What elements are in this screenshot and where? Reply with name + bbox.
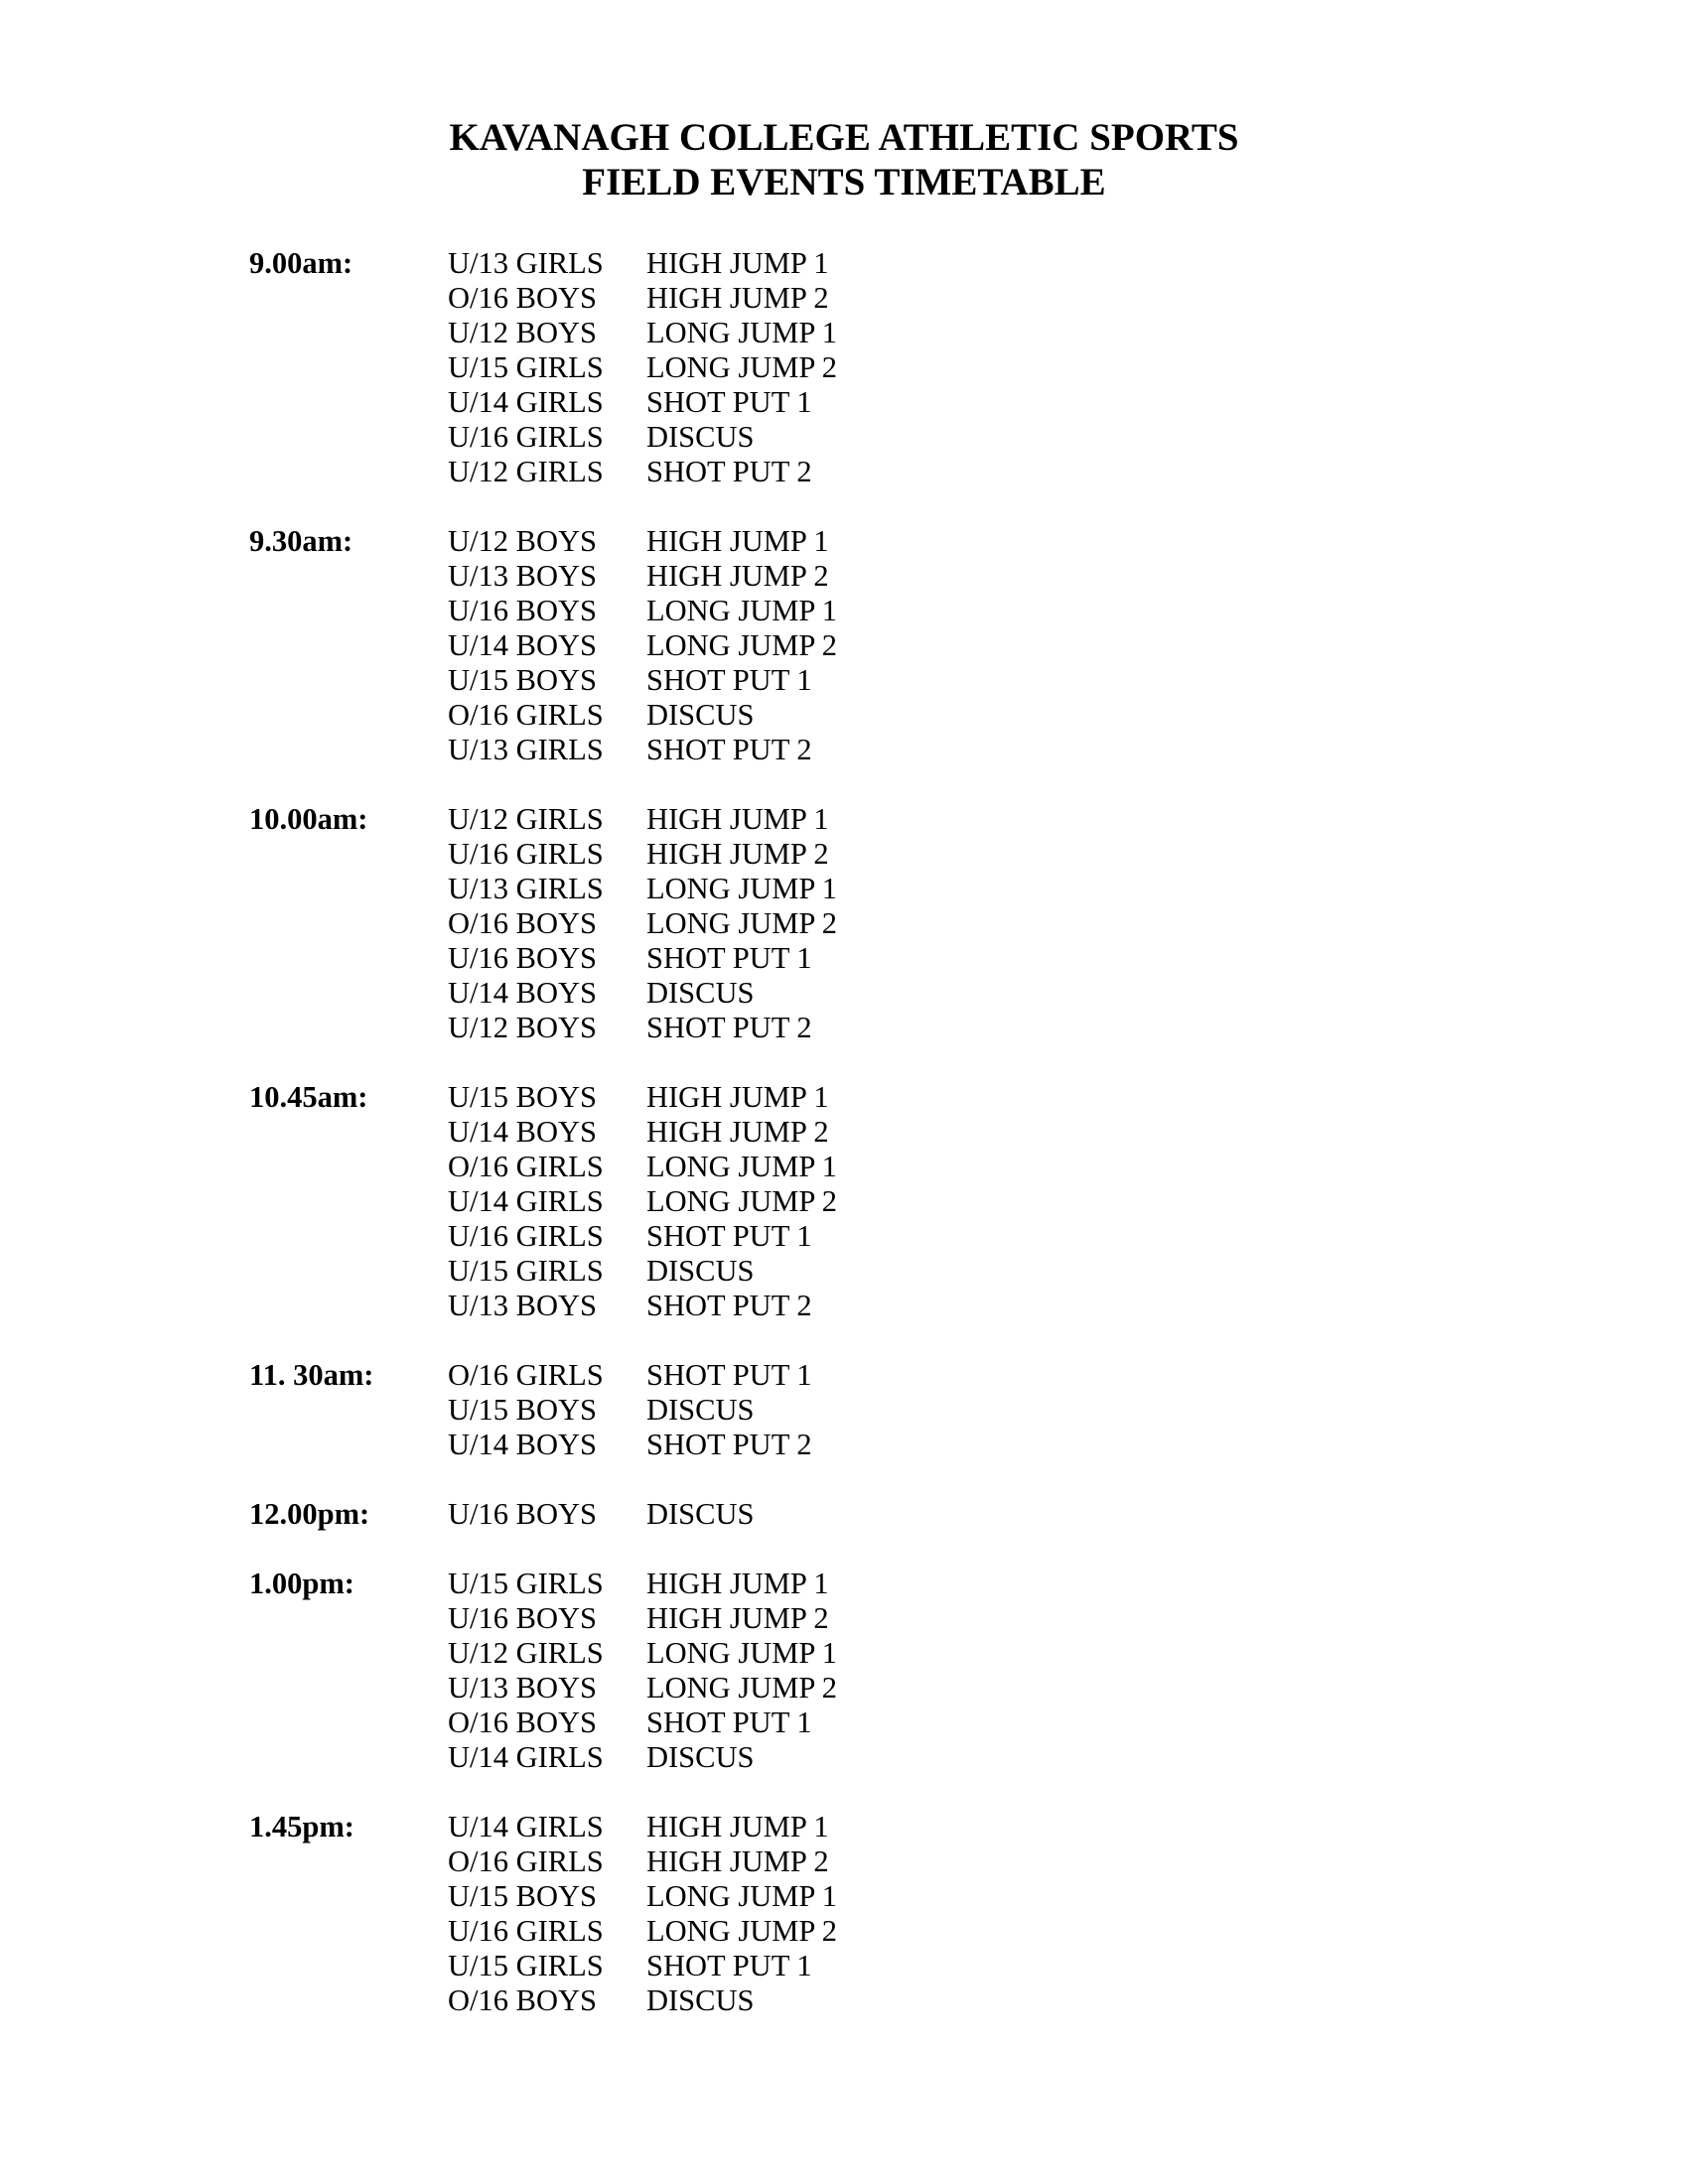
slot-time: 10.45am: <box>249 1080 368 1114</box>
event-name: HIGH JUMP 1 <box>646 524 829 558</box>
event-name: SHOT PUT 2 <box>646 1428 812 1461</box>
time-slot <box>249 1810 837 2018</box>
event-name: HIGH JUMP 1 <box>646 802 829 836</box>
event-name: LONG JUMP 2 <box>646 1184 838 1218</box>
slot-event-list <box>448 802 837 1045</box>
event-age-group: O/16 BOYS <box>448 281 597 315</box>
event-row <box>448 350 837 385</box>
event-name: LONG JUMP 2 <box>646 628 838 662</box>
event-age-group: U/12 BOYS <box>448 524 597 558</box>
event-name: LONG JUMP 2 <box>646 906 838 940</box>
event-age-group: U/14 BOYS <box>448 976 597 1010</box>
event-name: LONG JUMP 1 <box>646 872 838 905</box>
event-name: DISCUS <box>646 1393 755 1427</box>
event-row <box>448 1671 837 1706</box>
event-row <box>448 1115 837 1150</box>
event-name: SHOT PUT 2 <box>646 1289 812 1322</box>
event-name: LONG JUMP 1 <box>646 1879 838 1913</box>
event-name: LONG JUMP 1 <box>646 316 838 349</box>
event-name: SHOT PUT 1 <box>646 385 812 419</box>
slot-event-list <box>448 1810 837 2018</box>
event-row <box>448 1080 837 1115</box>
time-slot <box>249 246 837 489</box>
event-age-group: O/16 GIRLS <box>448 1844 604 1878</box>
event-age-group: U/13 BOYS <box>448 1289 597 1322</box>
event-name: DISCUS <box>646 1497 755 1531</box>
slot-time: 9.30am: <box>249 524 353 558</box>
event-row <box>448 906 837 941</box>
event-row <box>448 1844 837 1879</box>
event-name: LONG JUMP 1 <box>646 594 838 627</box>
event-name: HIGH JUMP 2 <box>646 1844 829 1878</box>
event-row <box>448 1914 837 1949</box>
slot-time: 1.45pm: <box>249 1810 354 1843</box>
event-row <box>448 1428 812 1462</box>
event-row <box>448 1567 837 1601</box>
event-row <box>448 976 837 1011</box>
slot-event-list <box>448 1080 837 1323</box>
event-age-group: U/12 GIRLS <box>448 802 604 836</box>
event-name: HIGH JUMP 2 <box>646 1115 829 1149</box>
event-age-group: U/14 GIRLS <box>448 1740 604 1774</box>
event-name: DISCUS <box>646 698 755 732</box>
slot-event-list <box>448 1497 754 1532</box>
event-row <box>448 837 837 872</box>
slot-event-list <box>448 524 837 767</box>
slot-event-list <box>448 1358 812 1462</box>
title-line-2: FIELD EVENTS TIMETABLE <box>582 161 1106 204</box>
event-row <box>448 420 837 455</box>
event-age-group: U/14 GIRLS <box>448 1810 604 1843</box>
event-name: LONG JUMP 1 <box>646 1636 838 1670</box>
event-age-group: U/14 GIRLS <box>448 385 604 419</box>
slot-time: 12.00pm: <box>249 1497 370 1531</box>
event-row <box>448 1184 837 1219</box>
event-name: HIGH JUMP 1 <box>646 246 829 280</box>
event-age-group: U/16 BOYS <box>448 1601 597 1635</box>
event-age-group: U/13 GIRLS <box>448 733 604 766</box>
event-name: DISCUS <box>646 1254 755 1288</box>
event-row <box>448 872 837 906</box>
slot-time: 10.00am: <box>249 802 368 836</box>
time-slot <box>249 802 837 1045</box>
event-row <box>448 1150 837 1184</box>
event-age-group: O/16 GIRLS <box>448 698 604 732</box>
event-age-group: U/15 BOYS <box>448 1879 597 1913</box>
event-age-group: U/12 GIRLS <box>448 455 604 488</box>
event-age-group: U/16 BOYS <box>448 1497 597 1531</box>
event-name: SHOT PUT 1 <box>646 1219 812 1253</box>
event-name: DISCUS <box>646 420 755 454</box>
event-row <box>448 802 837 837</box>
event-row <box>448 1497 754 1532</box>
event-name: HIGH JUMP 1 <box>646 1567 829 1600</box>
event-age-group: U/14 BOYS <box>448 1428 597 1461</box>
event-row <box>448 1706 837 1740</box>
event-name: LONG JUMP 1 <box>646 1150 838 1183</box>
event-row <box>448 1254 837 1289</box>
time-slot <box>249 1567 837 1775</box>
event-row <box>448 1983 837 2018</box>
event-name: HIGH JUMP 1 <box>646 1810 829 1843</box>
event-age-group: U/16 GIRLS <box>448 1219 604 1253</box>
event-name: SHOT PUT 1 <box>646 941 812 975</box>
time-slot <box>249 1080 837 1323</box>
event-name: HIGH JUMP 2 <box>646 559 829 593</box>
event-age-group: U/14 BOYS <box>448 628 597 662</box>
event-row <box>448 385 837 420</box>
event-name: SHOT PUT 1 <box>646 1706 812 1739</box>
event-age-group: O/16 GIRLS <box>448 1358 604 1392</box>
event-age-group: U/15 GIRLS <box>448 1949 604 1982</box>
slot-event-list <box>448 1567 837 1775</box>
event-row <box>448 559 837 594</box>
event-name: HIGH JUMP 1 <box>646 1080 829 1114</box>
slot-time: 1.00pm: <box>249 1567 354 1600</box>
event-age-group: U/16 GIRLS <box>448 1914 604 1948</box>
event-age-group: O/16 GIRLS <box>448 1150 604 1183</box>
event-row <box>448 941 837 976</box>
event-age-group: U/15 GIRLS <box>448 350 604 384</box>
event-age-group: U/12 GIRLS <box>448 1636 604 1670</box>
event-name: SHOT PUT 1 <box>646 1358 812 1392</box>
event-age-group: U/16 BOYS <box>448 941 597 975</box>
event-age-group: U/16 GIRLS <box>448 420 604 454</box>
timetable <box>249 246 837 2053</box>
event-age-group: U/13 BOYS <box>448 559 597 593</box>
event-age-group: U/14 GIRLS <box>448 1184 604 1218</box>
event-age-group: U/15 BOYS <box>448 663 597 697</box>
event-age-group: U/13 GIRLS <box>448 246 604 280</box>
event-name: HIGH JUMP 2 <box>646 281 829 315</box>
event-age-group: U/16 BOYS <box>448 594 597 627</box>
event-age-group: U/13 BOYS <box>448 1671 597 1705</box>
event-row <box>448 1949 837 1983</box>
event-name: HIGH JUMP 2 <box>646 1601 829 1635</box>
event-row <box>448 1219 837 1254</box>
event-row <box>448 281 837 316</box>
event-row <box>448 1393 812 1428</box>
event-name: SHOT PUT 2 <box>646 733 812 766</box>
event-row <box>448 1810 837 1844</box>
event-name: SHOT PUT 1 <box>646 1949 812 1982</box>
event-row <box>448 1011 837 1045</box>
event-row <box>448 1636 837 1671</box>
event-row <box>448 1601 837 1636</box>
event-row <box>448 1289 837 1323</box>
event-row <box>448 524 837 559</box>
event-row <box>448 1358 812 1393</box>
event-name: HIGH JUMP 2 <box>646 837 829 871</box>
slot-event-list <box>448 246 837 489</box>
event-row <box>448 628 837 663</box>
event-row <box>448 733 837 767</box>
event-row <box>448 1879 837 1914</box>
title-line-1: KAVANAGH COLLEGE ATHLETIC SPORTS <box>449 116 1239 159</box>
event-age-group: O/16 BOYS <box>448 1983 597 2017</box>
event-name: LONG JUMP 2 <box>646 350 838 384</box>
event-row <box>448 455 837 489</box>
event-name: SHOT PUT 2 <box>646 455 812 488</box>
slot-time: 9.00am: <box>249 246 353 280</box>
event-age-group: U/15 BOYS <box>448 1393 597 1427</box>
slot-time: 11. 30am: <box>249 1358 374 1392</box>
event-age-group: U/14 BOYS <box>448 1115 597 1149</box>
event-name: LONG JUMP 2 <box>646 1914 838 1948</box>
event-age-group: O/16 BOYS <box>448 1706 597 1739</box>
event-row <box>448 698 837 733</box>
time-slot <box>249 1497 837 1532</box>
time-slot <box>249 524 837 767</box>
event-age-group: U/15 GIRLS <box>448 1254 604 1288</box>
time-slot <box>249 1358 837 1462</box>
event-row <box>448 316 837 350</box>
event-name: LONG JUMP 2 <box>646 1671 838 1705</box>
event-row <box>448 594 837 628</box>
event-age-group: U/12 BOYS <box>448 1011 597 1044</box>
event-age-group: U/15 BOYS <box>448 1080 597 1114</box>
document-title <box>0 115 1688 205</box>
event-name: DISCUS <box>646 1740 755 1774</box>
event-row <box>448 246 837 281</box>
event-name: DISCUS <box>646 1983 755 2017</box>
event-age-group: U/12 BOYS <box>448 316 597 349</box>
event-name: SHOT PUT 1 <box>646 663 812 697</box>
event-name: DISCUS <box>646 976 755 1010</box>
event-row <box>448 1740 837 1775</box>
event-age-group: U/16 GIRLS <box>448 837 604 871</box>
event-age-group: U/13 GIRLS <box>448 872 604 905</box>
event-row <box>448 663 837 698</box>
event-age-group: U/15 GIRLS <box>448 1567 604 1600</box>
event-age-group: O/16 BOYS <box>448 906 597 940</box>
event-name: SHOT PUT 2 <box>646 1011 812 1044</box>
